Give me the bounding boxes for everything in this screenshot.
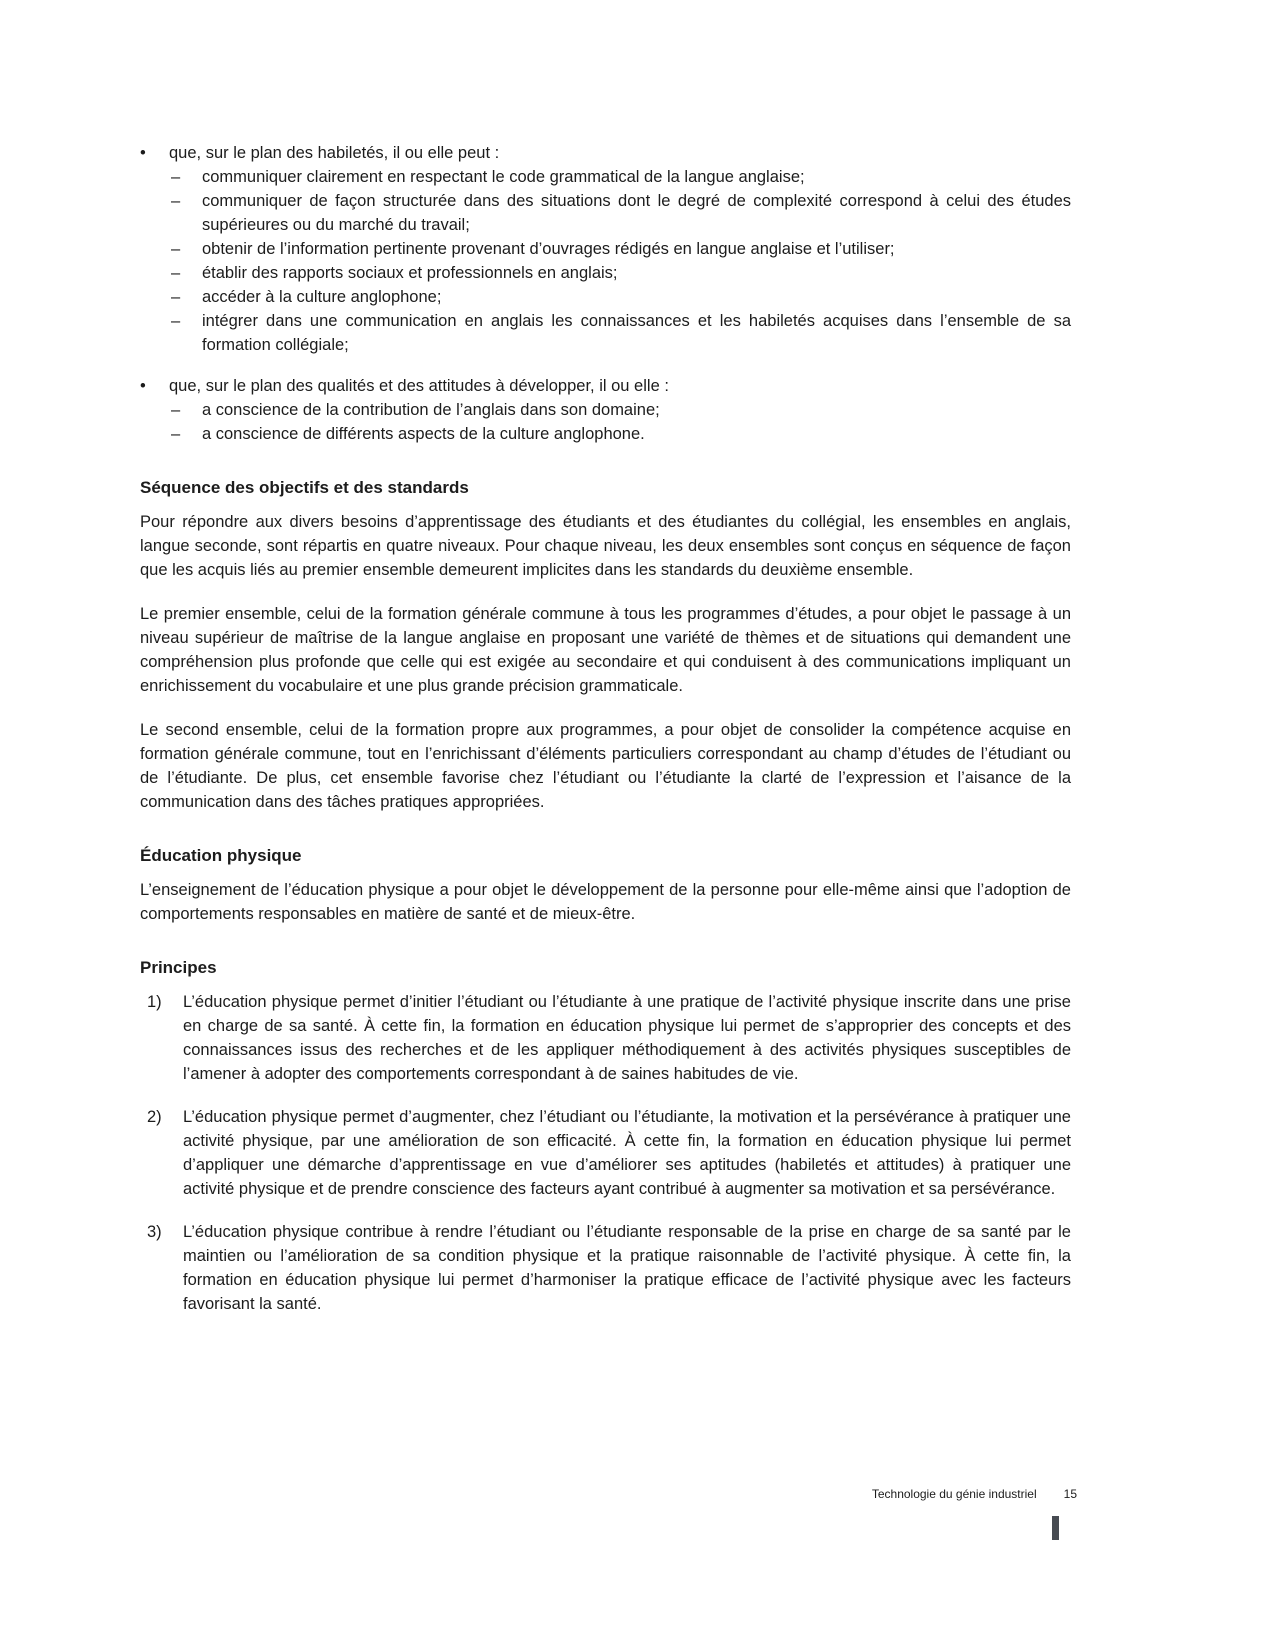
dash-item-text: communiquer clairement en respectant le code grammatical de la langue anglaise; [202, 168, 805, 186]
dash-glyph: – [171, 401, 181, 419]
page-corner-mark [1052, 1516, 1059, 1540]
bullet-section-habiletes [140, 141, 1071, 357]
numbered-item [140, 1220, 1071, 1316]
section-heading: Éducation physique [140, 846, 302, 865]
page-footer [872, 1487, 1077, 1501]
section-heading: Principes [140, 958, 217, 977]
dash-item [169, 309, 1071, 357]
bullet-lead [140, 374, 1071, 446]
section-education-physique [140, 844, 1071, 926]
dash-item [169, 285, 1071, 309]
dash-item [169, 237, 1071, 261]
numbered-item [140, 990, 1071, 1086]
section-sequence [140, 476, 1071, 814]
item-number: 3) [147, 1223, 162, 1241]
dash-item [169, 422, 1071, 446]
bullet-lead-text: que, sur le plan des habiletés, il ou elle peut : [169, 144, 500, 162]
dash-glyph: – [171, 168, 181, 186]
dash-item [169, 189, 1071, 237]
item-number: 1) [147, 993, 162, 1011]
dash-list [169, 165, 1071, 357]
paragraph: Le second ensemble, celui de la formation propre aux programmes, a pour objet de consolider la compétence acquise en formation générale commune, tout en l’enrichissant d’éléments particuliers correspondant au champ d’études de l’étudiant ou de l’étudiante. De plus, cet ensemble favorise chez l’étudiant ou l’étudiante la clarté de l’expression et l’aisance de la communication dans des tâches pratiques appropriées. [140, 721, 1071, 811]
dash-glyph: – [171, 312, 181, 330]
section-principes [140, 956, 1071, 1316]
item-number: 2) [147, 1108, 162, 1126]
dash-item-text: intégrer dans une communication en anglais les connaissances et les habiletés acquises dans l’ensemble de sa formation collégiale; [202, 312, 1071, 354]
bullet-lead-text: que, sur le plan des qualités et des attitudes à développer, il ou elle : [169, 377, 669, 395]
dash-glyph: – [171, 240, 181, 258]
dash-item [169, 261, 1071, 285]
dash-item [169, 398, 1071, 422]
paragraph: Le premier ensemble, celui de la formation générale commune à tous les programmes d’études, a pour objet le passage à un niveau supérieur de maîtrise de la langue anglaise en proposant une variété de thèmes et de situations qui demandent une compréhension plus profonde que celle qui est exigée au secondaire et qui conduisent à des communications impliquant un enrichissement du vocabulaire et une plus grande précision grammaticale. [140, 605, 1071, 695]
dash-glyph: – [171, 288, 181, 306]
bullet-glyph: • [140, 144, 146, 162]
footer-page-number: 15 [1063, 1487, 1077, 1501]
dash-item-text: établir des rapports sociaux et professionnels en anglais; [202, 264, 618, 282]
paragraph: Pour répondre aux divers besoins d’apprentissage des étudiants et des étudiantes du collégial, les ensembles en anglais, langue seconde, sont répartis en quatre niveaux. Pour chaque niveau, les deux ensembles sont conçus en séquence de façon que les acquis liés au premier ensemble demeurent implicites dans les standards du deuxième ensemble. [140, 513, 1071, 579]
dash-item-text: a conscience de la contribution de l’anglais dans son domaine; [202, 401, 660, 419]
numbered-item-text: L’éducation physique contribue à rendre l’étudiant ou l’étudiante responsable de la prise en charge de sa santé par le maintien ou l’amélioration de sa condition physique et la pratique raisonnable de l’activité physique. À cette fin, la formation en éducation physique lui permet d’harmoniser la pratique efficace de l’activité physique avec les facteurs favorisant la santé. [183, 1223, 1071, 1313]
dash-list [169, 398, 1071, 446]
numbered-item-text: L’éducation physique permet d’augmenter, chez l’étudiant ou l’étudiante, la motivation et la persévérance à pratiquer une activité physique, par une amélioration de son efficacité. À cette fin, la formation en éducation physique lui permet d’appliquer une démarche d’apprentissage en vue d’améliorer ses aptitudes (habiletés et attitudes) à pratiquer une activité physique et de prendre conscience des facteurs ayant contribué à augmenter sa motivation et sa persévérance. [183, 1108, 1071, 1198]
dash-glyph: – [171, 192, 181, 210]
footer-doc-title: Technologie du génie industriel [871, 1487, 1037, 1501]
bullet-lead [140, 141, 1071, 357]
numbered-item-text: L’éducation physique permet d’initier l’étudiant ou l’étudiante à une pratique de l’activité physique inscrite dans une prise en charge de sa santé. À cette fin, la formation en éducation physique lui permet de s’approprier des concepts et des connaissances issus des recherches et de les appliquer méthodiquement à des activités physiques susceptibles de l’amener à adopter des comportements correspondant à de saines habitudes de vie. [183, 993, 1071, 1083]
dash-item-text: a conscience de différents aspects de la culture anglophone. [202, 425, 645, 443]
paragraph: L’enseignement de l’éducation physique a pour objet le développement de la personne pour elle-même ainsi que l’adoption de comportements responsables en matière de santé et de mieux-être. [140, 881, 1071, 923]
dash-item-text: communiquer de façon structurée dans des situations dont le degré de complexité correspond à celui des études supérieures ou du marché du travail; [202, 192, 1071, 234]
dash-glyph: – [171, 264, 181, 282]
section-heading: Séquence des objectifs et des standards [140, 478, 469, 497]
numbered-item [140, 1105, 1071, 1201]
bullet-section-qualites [140, 374, 1071, 446]
dash-item-text: obtenir de l’information pertinente provenant d’ouvrages rédigés en langue anglaise et l’utiliser; [202, 240, 895, 258]
dash-item-text: accéder à la culture anglophone; [202, 288, 442, 306]
dash-glyph: – [171, 425, 181, 443]
bullet-glyph: • [140, 377, 146, 395]
dash-item [169, 165, 1071, 189]
